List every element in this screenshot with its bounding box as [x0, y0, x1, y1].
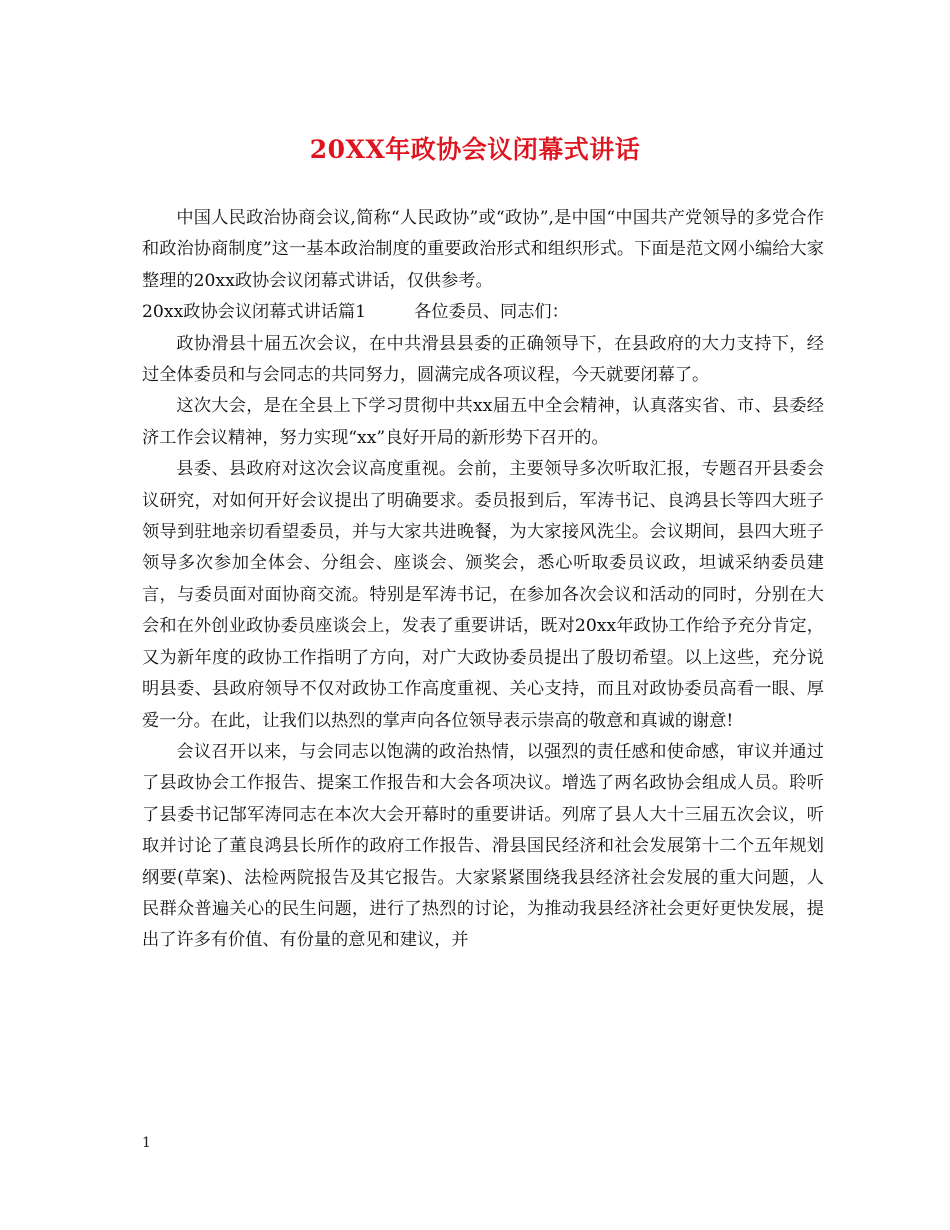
paragraph-context: 这次大会，是在全县上下学习贯彻中共xx届五中全会精神，认真落实省、市、县委经济工作会议精神，努力实现“xx”良好开局的新形势下召开的。 [142, 396, 824, 448]
paragraph-opening: 政协滑县十届五次会议，在中共滑县县委的正确领导下，在县政府的大力支持下，经过全体委员和与会同志的共同努力，圆满完成各项议程，今天就要闭幕了。 [142, 333, 824, 386]
page-number: 1 [142, 1135, 151, 1151]
paragraph-proceedings: 会议召开以来，与会同志以饱满的政治热情，以强烈的责任感和使命感，审议并通过了县政协会工作报告、提案工作报告和大会各项决议。增选了两名政协会组成人员。聆听了县委书记郜军涛同志在本次大会开幕时的重要讲话。列席了县人大十三届五次会议，听取并讨论了董良鸿县长所作的政府工作报告、滑县国民经济和社会发展第十二个五年规划纲要(草案)、法检两院报告及其它报告。大家紧紧围绕我县经济社会发展的重大问题，人民群众普遍关心的民生问题，进行了热烈的讨论，为推动我县经济社会更好更快发展，提出了许多有价值、有份量的意见和建议，并 [142, 741, 824, 951]
section-title: 20xx政协会议闭幕式讲话篇1 [142, 302, 367, 323]
paragraph-leadership: 县委、县政府对这次会议高度重视。会前，主要领导多次听取汇报，专题召开县委会议研究，对如何开好会议提出了明确要求。委员报到后，军涛书记、良鸿县长等四大班子领导到驻地亲切看望委员，并与大家共进晚餐，为大家接风洗尘。会议期间，县四大班子领导多次参加全体会、分组会、座谈会、颁奖会，悉心听取委员议政，坦诚采纳委员建言，与委员面对面协商交流。特别是军涛书记，在参加各次会议和活动的同时，分别在大会和在外创业政协委员座谈会上，发表了重要讲话，既对20xx年政协工作给予充分肯定，又为新年度的政协工作指明了方向，对广大政协委员提出了殷切希望。以上这些，充分说明县委、县政府领导不仅对政协工作高度重视、关心支持，而且对政协委员高看一眼、厚爱一分。在此，让我们以热烈的掌声向各位领导表示崇高的敬意和真诚的谢意! [142, 459, 824, 731]
document-body [142, 203, 824, 957]
document-title: 20XX年政协会议闭幕式讲话 [309, 135, 641, 164]
paragraph-intro: 中国人民政治协商会议,简称“人民政协”或“政协”,是中国“中国共产党领导的多党合作和政治协商制度”这一基本政治制度的重要政治形式和组织形式。下面是范文网小编给大家整理的20xx政协会议闭幕式讲话，仅供参考。 [142, 208, 824, 291]
salutation: 各位委员、同志们： [414, 302, 569, 323]
section-heading [142, 297, 824, 328]
